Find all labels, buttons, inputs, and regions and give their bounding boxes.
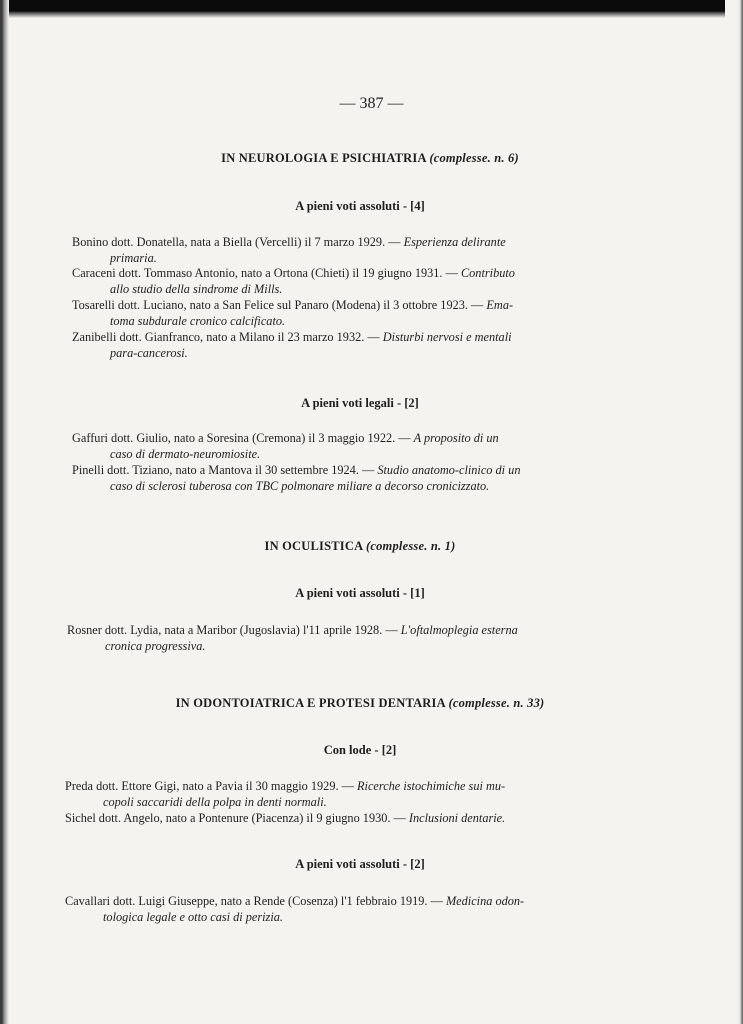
list-item: Rosner dott. Lydia, nata a Maribor (Jugoslavia) l'11 aprile 1928. — L'oftalmoplegia esterna cronica progressiva. [67,623,518,653]
scan-top-border [0,0,743,18]
group-label: A pieni voti assoluti - [2] [295,857,425,871]
section-heading-odontoiatrica: IN ODONTOIATRICA E PROTESI DENTARIA (complesse. n. 33) [175,696,545,710]
list-item: Tosarelli dott. Luciano, nato a San Felice sul Panaro (Modena) il 3 ottobre 1923. — Ema- toma subdurale cronico calcificato. [72,298,514,328]
group-label: A pieni voti assoluti - [4] [295,199,425,213]
list-item: Cavallari dott. Luigi Giuseppe, nato a Rende (Cosenza) l'1 febbraio 1919. — Medicina odon- tologica legale e otto casi di perizia. [65,894,525,924]
page-number: — 387 — [339,95,404,112]
group-label: A pieni voti assoluti - [1] [295,586,425,600]
list-item: Bonino dott. Donatella, nata a Biella (Vercelli) il 7 marzo 1929. — Esperienza delirante primaria. [72,235,506,265]
list-item: Sichel dott. Angelo, nato a Pontenure (Piacenza) il 9 giugno 1930. — Inclusioni dentarie. [65,811,506,825]
list-item: Zanibelli dott. Gianfranco, nato a Milano il 23 marzo 1932. — Disturbi nervosi e mentali para-cancerosi. [72,330,512,360]
list-item: Gaffuri dott. Giulio, nato a Soresina (Cremona) il 3 maggio 1922. — A proposito di un caso di dermato-neuromiosite. [72,431,499,461]
group-label: A pieni voti legali - [2] [301,396,419,410]
section-heading-oculistica: IN OCULISTICA (complesse. n. 1) [264,539,456,553]
list-item: Caraceni dott. Tommaso Antonio, nato a Ortona (Chieti) il 19 giugno 1931. — Contributo allo studio della sindrome di Mills. [72,266,515,296]
list-item: Pinelli dott. Tiziano, nato a Mantova il 30 settembre 1924. — Studio anatomo-clinico di un caso di sclerosi tuberosa con TBC polmonare miliare a decorso cronicizzato. [72,463,521,493]
list-item: Preda dott. Ettore Gigi, nato a Pavia il 30 maggio 1929. — Ricerche istochimiche sui mu- copoli saccaridi della polpa in denti normali. [65,779,506,809]
section-heading-neurologia: IN NEUROLOGIA E PSICHIATRIA (complesse. n. 6) [221,151,519,165]
scan-right-border [725,0,743,1024]
scan-left-border [0,0,9,1024]
group-label: Con lode - [2] [323,743,397,757]
